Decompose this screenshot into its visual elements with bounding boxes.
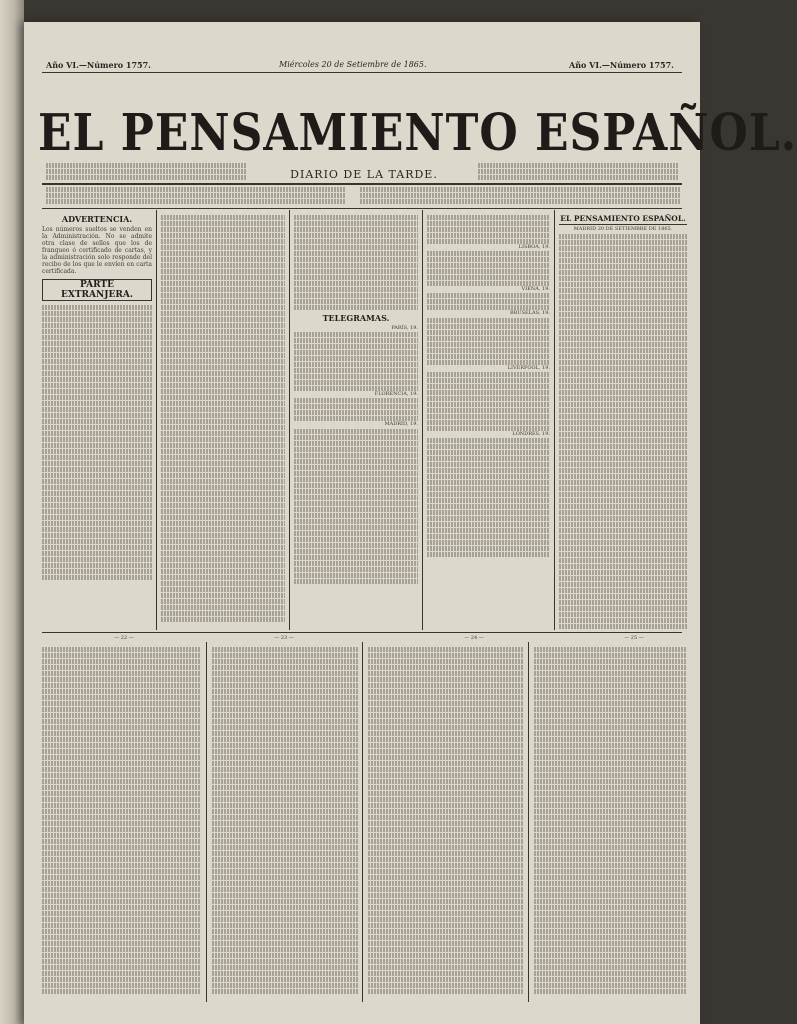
folio-24: — 24 — xyxy=(464,635,484,641)
telegramas-heading: TELEGRAMAS. xyxy=(322,313,390,323)
column-divider-1 xyxy=(156,210,157,630)
top-rule xyxy=(42,72,682,73)
issue-number-right: Año VI.—Número 1757. xyxy=(569,60,674,70)
subscription-prices-right xyxy=(360,186,680,204)
dateline-bruselas: BRUSELAS, 19. xyxy=(509,310,550,317)
column-3 xyxy=(294,214,418,626)
dateline-liverpool: LIVERPOOL, 19. xyxy=(507,364,550,371)
folletin-divider-3 xyxy=(528,642,529,1002)
folletin-column-2 xyxy=(212,646,358,1000)
masthead-title: EL PENSAMIENTO ESPAÑOL. xyxy=(38,104,797,163)
column-1-text xyxy=(42,305,152,580)
masthead-right-note xyxy=(478,162,678,182)
folletin-column-1 xyxy=(42,646,200,1000)
dateline-lisboa: LISBOA, 19. xyxy=(518,244,550,250)
column-4 xyxy=(427,214,550,626)
masthead-subtitle: DIARIO DE LA TARDE. xyxy=(290,168,438,181)
folletin-column-4 xyxy=(534,646,686,1000)
folletin-divider-2 xyxy=(362,642,363,1002)
masthead-left-note xyxy=(46,162,246,182)
column-divider-2 xyxy=(289,210,290,630)
folletin-divider-1 xyxy=(206,642,207,1002)
folletin-rule xyxy=(42,632,682,633)
column-2 xyxy=(161,214,285,626)
masthead-rule xyxy=(42,183,682,185)
folio-22: — 22 — xyxy=(114,635,134,641)
column-1 xyxy=(42,214,152,626)
parte-extranjera-heading: PARTE EXTRANJERA. xyxy=(61,280,133,300)
folletin-column-3 xyxy=(368,646,524,1000)
newspaper-page xyxy=(24,22,797,1024)
folio-25: — 25 — xyxy=(624,635,644,641)
dateline-viena: VIENA, 19. xyxy=(521,286,550,293)
editorial-heading: EL PENSAMIENTO ESPAÑOL. xyxy=(560,214,686,223)
column-divider-3 xyxy=(422,210,423,630)
issue-number-left: Año VI.—Número 1757. xyxy=(46,60,151,70)
folio-23: — 23 — xyxy=(274,635,294,641)
subscription-prices-left xyxy=(46,186,346,204)
dateline-paris: PARÍS, 19. xyxy=(391,325,418,331)
book-spine xyxy=(0,0,24,1024)
parte-extranjera-box xyxy=(42,279,152,301)
column-divider-4 xyxy=(554,210,555,630)
column-5 xyxy=(559,214,687,626)
dateline-florencia: FLORENCIA, 19. xyxy=(374,391,418,398)
issue-date: Miércoles 20 de Setiembre de 1865. xyxy=(279,60,427,69)
editorial-date: MADRID 20 DE SETIEMBRE DE 1865. xyxy=(573,226,673,232)
price-rule xyxy=(42,208,682,209)
advertencia-text: Los números sueltos se venden en la Administración. No se admite otra clase de sellos que los de franqueo ó certificado de cartas, y la administración solo responde del recibo de los que le envíen en carta certificada. xyxy=(42,226,152,275)
dateline-londres: LÓNDRES, 19. xyxy=(512,430,550,437)
advertencia-heading: ADVERTENCIA. xyxy=(61,214,133,224)
dateline-madrid: MADRID, 19. xyxy=(384,421,418,428)
